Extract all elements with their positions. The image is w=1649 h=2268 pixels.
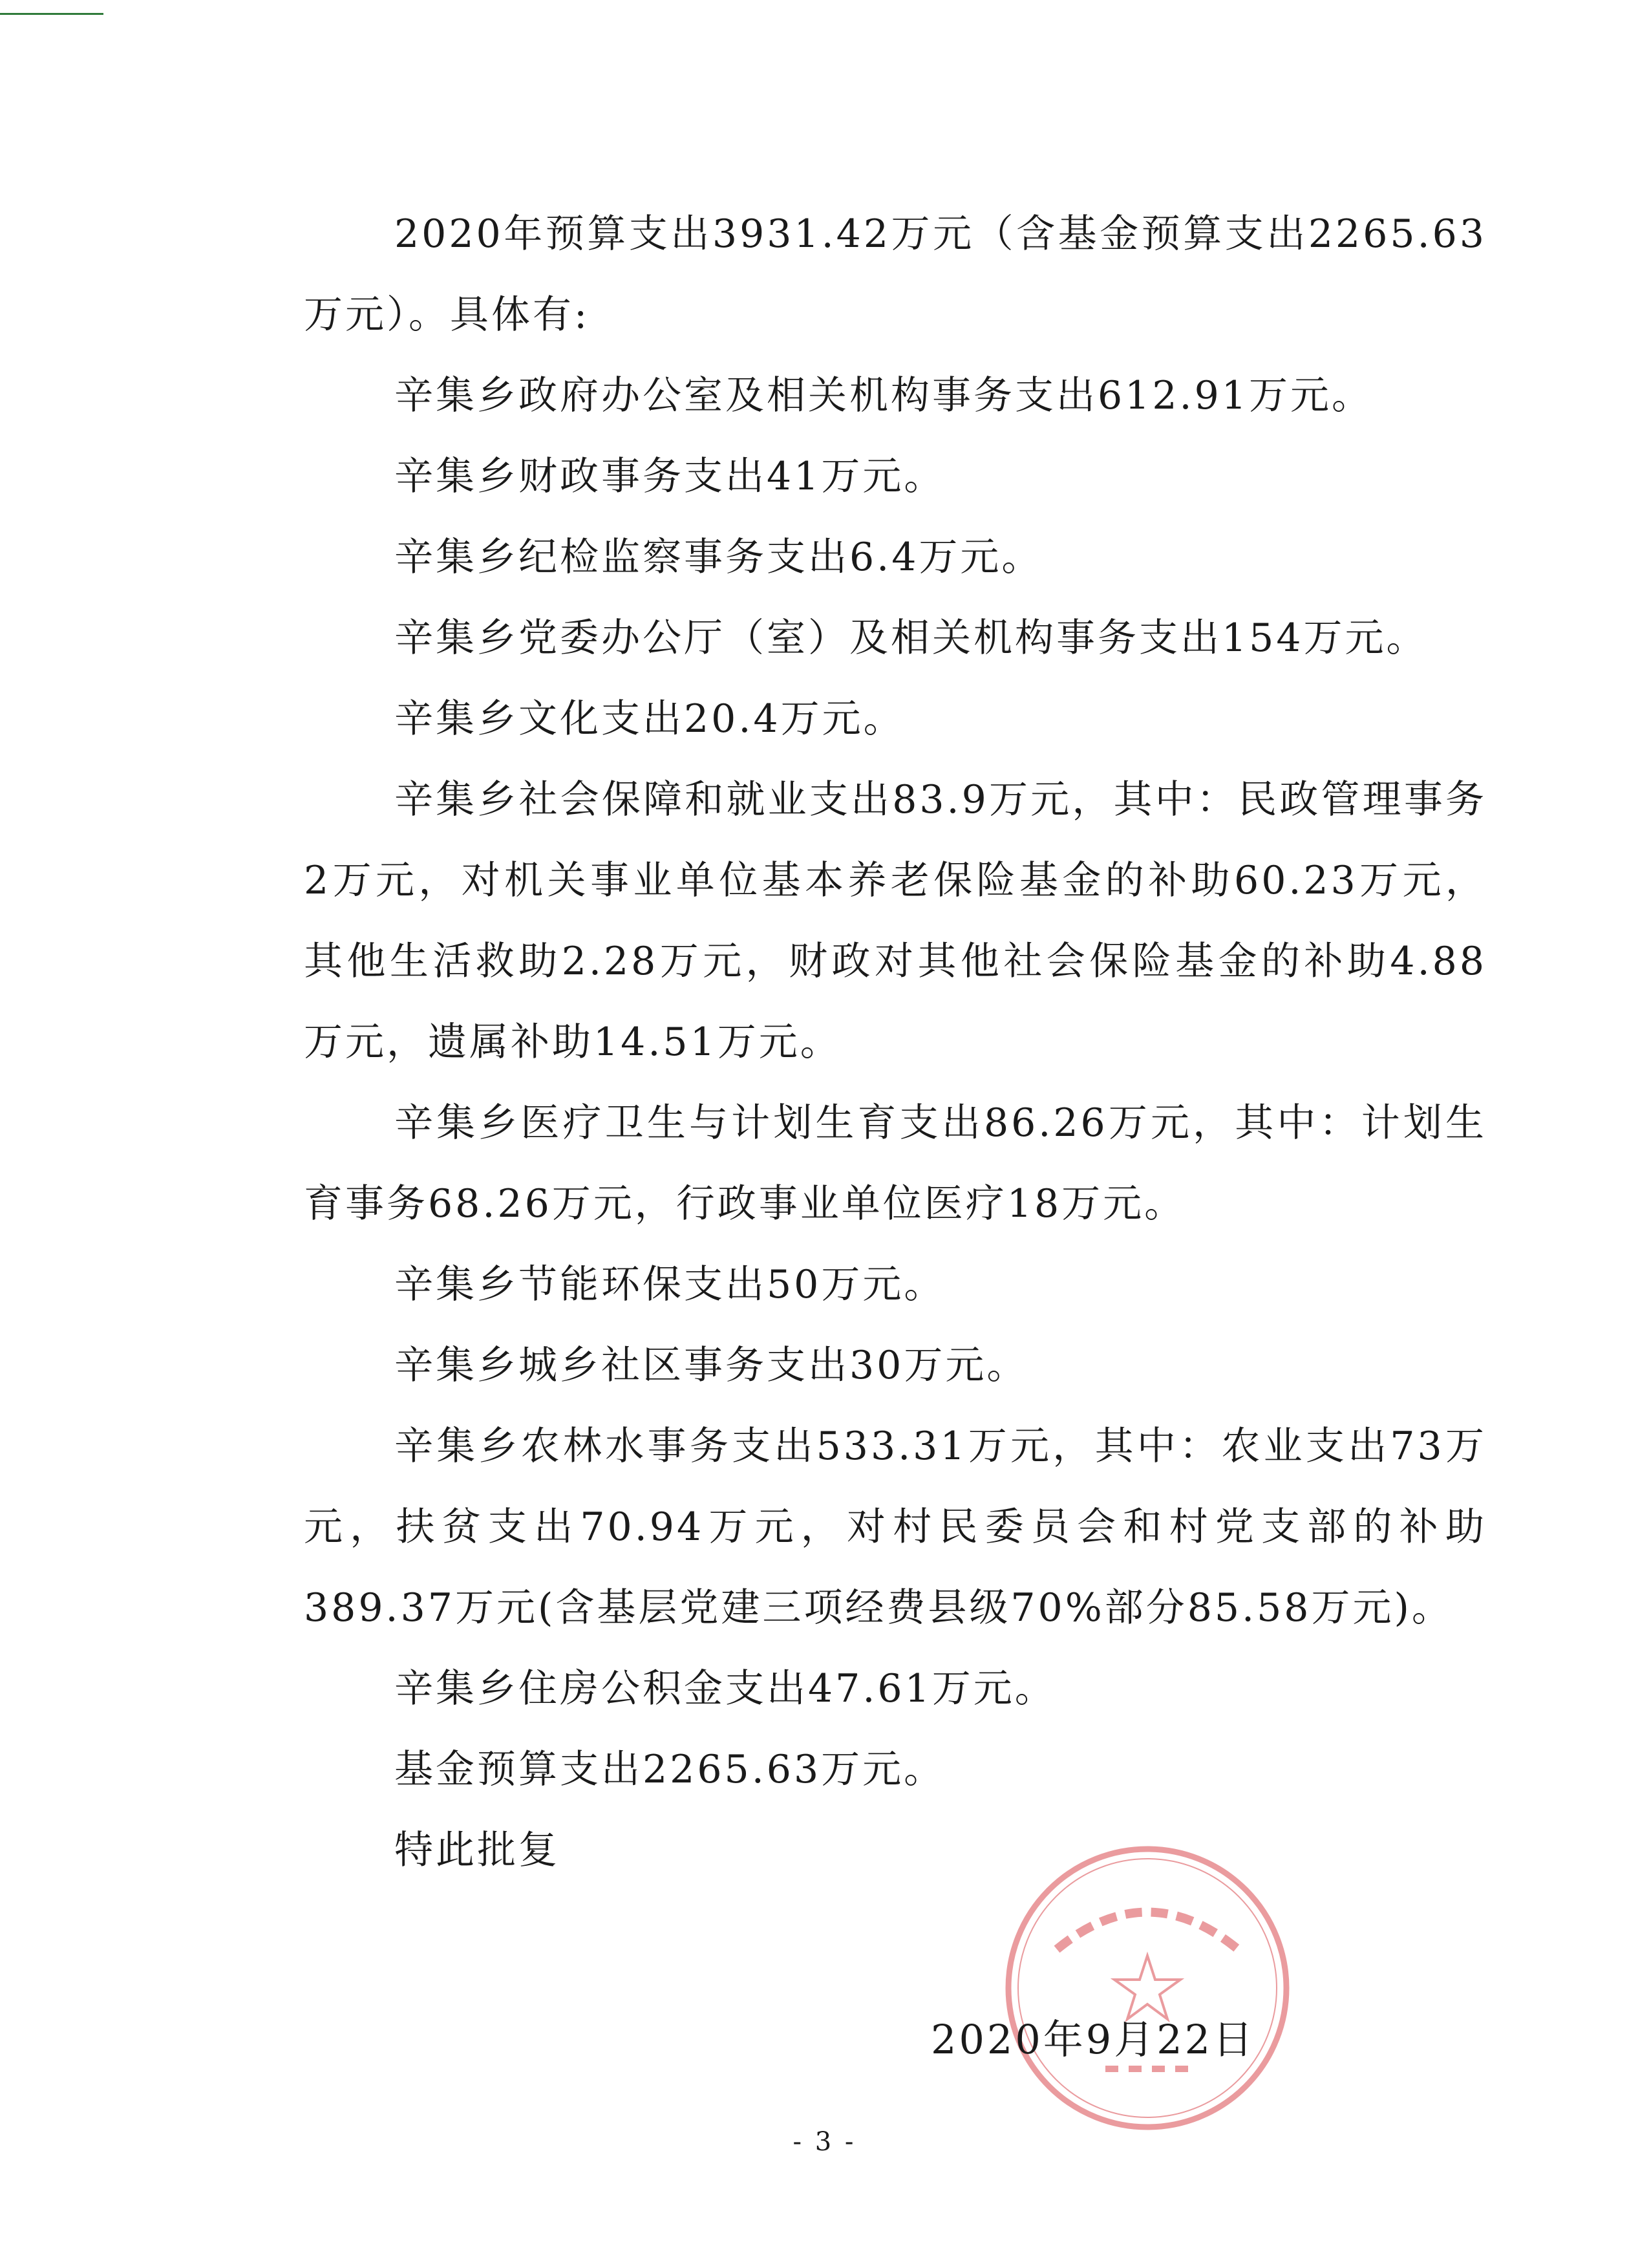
official-seal-stamp	[995, 1836, 1299, 2140]
paragraph-social-security: 辛集乡社会保障和就业支出83.9万元，其中：民政管理事务2万元，对机关事业单位基本养老保险基金的补助60.23万元，其他生活救助2.28万元，财政对其他社会保险基金的补助4.88万元，遗属补助14.51万元。	[304, 777, 1487, 1065]
paragraph-finance: 辛集乡财政事务支出41万元。	[394, 454, 946, 499]
paragraph-agriculture: 辛集乡农林水事务支出533.31万元，其中：农业支出73万元，扶贫支出70.94万元，对村民委员会和村党支部的补助389.37万元(含基层党建三项经费县级70%部分85.58万元)。	[304, 1424, 1487, 1631]
paragraph-health: 辛集乡医疗卫生与计划生育支出86.26万元，其中：计划生育事务68.26万元，行政事业单位医疗18万元。	[304, 1100, 1487, 1226]
paragraph-closing: 特此批复	[394, 1828, 560, 1873]
corner-mark	[0, 13, 103, 15]
document-body	[304, 194, 1487, 1891]
paragraph-discipline: 辛集乡纪检监察事务支出6.4万元。	[394, 535, 1043, 580]
seal-shape	[1008, 1849, 1286, 2127]
paragraph-environment: 辛集乡节能环保支出50万元。	[394, 1262, 946, 1307]
document-date: 2020年9月22日	[931, 2016, 1256, 2063]
paragraph-government-office: 辛集乡政府办公室及相关机构事务支出612.91万元。	[394, 373, 1373, 418]
page-number: - 3 -	[793, 2127, 856, 2157]
paragraph-community: 辛集乡城乡社区事务支出30万元。	[394, 1343, 1028, 1388]
paragraph-housing-fund: 辛集乡住房公积金支出47.61万元。	[394, 1666, 1056, 1711]
paragraph-summary: 2020年预算支出3931.42万元（含基金预算支出2265.63万元）。具体有:	[304, 211, 1487, 337]
paragraph-fund-budget: 基金预算支出2265.63万元。	[394, 1747, 946, 1792]
paragraph-culture: 辛集乡文化支出20.4万元。	[394, 696, 905, 742]
paragraph-party-office: 辛集乡党委办公厅（室）及相关机构事务支出154万元。	[394, 615, 1428, 661]
